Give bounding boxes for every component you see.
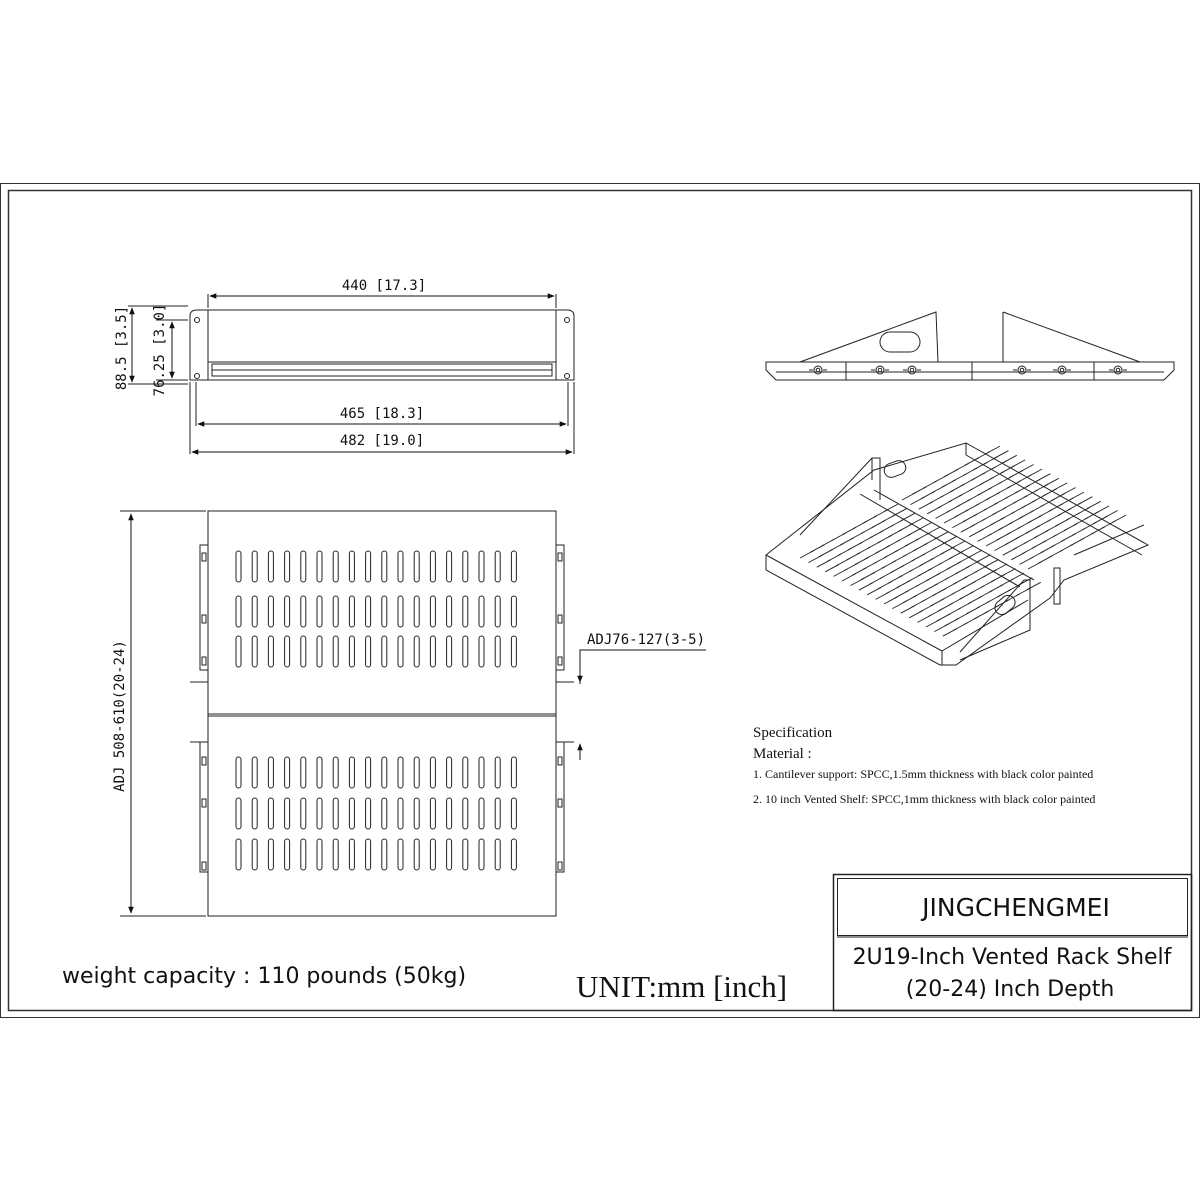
dim-total-height: 88.5 [3.5] (114, 305, 130, 391)
vent-slot (430, 551, 435, 582)
iso-vent-slot (951, 541, 965, 549)
vent-slot (430, 636, 435, 667)
vent-slot (349, 839, 354, 870)
bolt-circle (908, 366, 916, 374)
bolt (558, 862, 562, 870)
bolt-circle (878, 368, 882, 372)
vent-slot (317, 839, 322, 870)
bolt (558, 553, 562, 561)
company-name: JINGCHENGMEI (922, 893, 1110, 922)
vent-slot (511, 596, 516, 627)
vent-slot (349, 636, 354, 667)
vent-slot (252, 596, 257, 627)
vent-slot (301, 798, 306, 829)
vent-slot (479, 596, 484, 627)
vent-slot (382, 636, 387, 667)
vent-slot (398, 798, 403, 829)
dim-depth-adjustable: ADJ 508-610(20-24) (112, 640, 128, 792)
iso-vent-slot (1053, 483, 1067, 491)
bolt (202, 799, 206, 807)
vent-slot (495, 636, 500, 667)
vent-slot (317, 798, 322, 829)
iso-vent-slot (1020, 465, 1034, 473)
product-title-line1: 2U19-Inch Vented Rack Shelf (852, 945, 1172, 970)
vent-slot (366, 551, 371, 582)
vent-slot (301, 636, 306, 667)
vent-slot (414, 636, 419, 667)
vent-slot (268, 757, 273, 788)
spec-item: 1. Cantilever support: SPCC,1.5mm thickness with black color painted (753, 767, 1094, 781)
vent-slot (382, 839, 387, 870)
iso-vent-slot (1078, 497, 1092, 505)
vent-slot (511, 636, 516, 667)
vent-slot (236, 798, 241, 829)
bolt (202, 553, 206, 561)
vent-slot (236, 596, 241, 627)
iso-vent-slot (1062, 488, 1076, 496)
vent-slot (366, 636, 371, 667)
iso-vent-slot (926, 527, 940, 535)
vent-slot (366, 757, 371, 788)
vent-slot (495, 839, 500, 870)
vent-slot (430, 596, 435, 627)
iso-vent-slot (892, 509, 906, 517)
vent-slot (511, 551, 516, 582)
vent-slot (382, 757, 387, 788)
bolt (558, 657, 562, 665)
bolt-circle (816, 368, 820, 372)
vent-slot (317, 636, 322, 667)
vent-slot (349, 551, 354, 582)
front-view (128, 294, 574, 454)
iso-vent-slot (968, 550, 982, 558)
vent-slot (333, 839, 338, 870)
vent-slot (366, 596, 371, 627)
vent-slot (301, 596, 306, 627)
vent-slot (252, 636, 257, 667)
vent-slot (285, 798, 290, 829)
vent-slot (366, 798, 371, 829)
vent-slot (301, 839, 306, 870)
vent-slot (463, 839, 468, 870)
bolt (558, 615, 562, 623)
iso-vent-slot (1011, 460, 1025, 468)
bolt-circle (1018, 366, 1026, 374)
vent-slot (301, 551, 306, 582)
vent-slot (301, 757, 306, 788)
bolt (202, 657, 206, 665)
vent-slot (447, 636, 452, 667)
weight-capacity-note: weight capacity : 110 pounds (50kg) (62, 964, 467, 989)
vent-slot (495, 757, 500, 788)
iso-vent-slot (960, 546, 974, 554)
iso-vent-slot (1070, 492, 1084, 500)
vent-slot (414, 551, 419, 582)
dim-offset-adjustable: ADJ76-127(3-5) (587, 632, 706, 648)
vent-slot (382, 596, 387, 627)
vent-slot (333, 636, 338, 667)
bracket-bolts (809, 366, 1127, 374)
vent-slot (447, 551, 452, 582)
vent-slot (398, 551, 403, 582)
top-view (120, 511, 574, 916)
iso-vent-slot (884, 504, 898, 512)
vent-slot (382, 798, 387, 829)
vent-slot (349, 596, 354, 627)
vent-slot (285, 636, 290, 667)
iso-vent-slot (1112, 515, 1126, 523)
vent-slot (447, 798, 452, 829)
vent-slot (511, 798, 516, 829)
unit-note: UNIT:mm [inch] (576, 969, 788, 1004)
vent-slot (430, 839, 435, 870)
iso-vent-slot (985, 559, 999, 567)
vent-slot (317, 596, 322, 627)
iso-vent-slot (918, 523, 932, 531)
dim-inner-height: 76.25 [3.0] (152, 303, 168, 397)
vent-slot (236, 839, 241, 870)
vent-slot (398, 839, 403, 870)
vent-slot (333, 551, 338, 582)
vent-slot (236, 551, 241, 582)
vent-slot (463, 636, 468, 667)
vent-slot (511, 757, 516, 788)
bolt-circle (1114, 366, 1122, 374)
isometric-vent-slots (800, 446, 1126, 636)
spec-heading: Specification (753, 725, 833, 741)
vent-slot (414, 596, 419, 627)
vent-slot (479, 551, 484, 582)
bolt-circle (1058, 366, 1066, 374)
bolt (558, 757, 562, 765)
vent-slot (349, 798, 354, 829)
bolt (558, 799, 562, 807)
vent-slot (447, 757, 452, 788)
iso-vent-slot (976, 555, 990, 563)
vent-slot (463, 551, 468, 582)
vent-slots (236, 551, 516, 870)
bolt (202, 615, 206, 623)
vent-slot (317, 551, 322, 582)
vent-slot (414, 757, 419, 788)
bolt-circle (1116, 368, 1120, 372)
vent-slot (333, 798, 338, 829)
vent-slot (479, 757, 484, 788)
vent-slot (333, 757, 338, 788)
iso-vent-slot (934, 532, 948, 540)
vent-slot (252, 757, 257, 788)
vent-slot (366, 839, 371, 870)
dim-mount-width: 465 [18.3] (339, 406, 425, 422)
vent-slot (463, 757, 468, 788)
vent-slot (447, 596, 452, 627)
iso-vent-slot (909, 518, 923, 526)
iso-vent-slot (1036, 474, 1050, 482)
dim-inner-width: 440 [17.3] (341, 278, 427, 294)
iso-vent-slot (994, 451, 1008, 459)
vent-slot (430, 798, 435, 829)
vent-slot (268, 551, 273, 582)
iso-vent-slot (1104, 511, 1118, 519)
vent-slot (398, 596, 403, 627)
iso-vent-slot (1002, 569, 1016, 577)
bolt-circle (814, 366, 822, 374)
vent-slot (268, 798, 273, 829)
vent-slot (511, 839, 516, 870)
vent-slot (252, 551, 257, 582)
vent-slot (495, 551, 500, 582)
vent-slot (495, 596, 500, 627)
vent-slot (252, 839, 257, 870)
vent-slot (414, 798, 419, 829)
vent-slot (479, 798, 484, 829)
vent-slot (495, 798, 500, 829)
iso-vent-slot (1095, 506, 1109, 514)
product-title-line2: (20-24) Inch Depth (905, 977, 1115, 1002)
vent-slot (285, 757, 290, 788)
vent-slot (382, 551, 387, 582)
iso-vent-slot (1087, 501, 1101, 509)
vent-slot (349, 757, 354, 788)
vent-slot (317, 757, 322, 788)
vent-slot (447, 839, 452, 870)
vent-slot (285, 839, 290, 870)
iso-vent-slot (993, 564, 1007, 572)
vent-slot (285, 551, 290, 582)
vent-slot (398, 636, 403, 667)
vent-slot (463, 596, 468, 627)
iso-vent-slot (1003, 455, 1017, 463)
bolt-circle (876, 366, 884, 374)
vent-slot (252, 798, 257, 829)
iso-vent-slot (1010, 573, 1024, 581)
vent-slot (236, 636, 241, 667)
bolt (202, 862, 206, 870)
iso-vent-slot (986, 446, 1000, 454)
bolt-circle (1060, 368, 1064, 372)
spec-item: 2. 10 inch Vented Shelf: SPCC,1mm thickness with black color painted (753, 792, 1096, 806)
vent-slot (479, 839, 484, 870)
vent-slot (463, 798, 468, 829)
vent-slot (268, 839, 273, 870)
vent-slot (430, 757, 435, 788)
iso-vent-slot (1028, 469, 1042, 477)
vent-slot (479, 636, 484, 667)
bolt-circle (1020, 368, 1024, 372)
vent-slot (268, 596, 273, 627)
iso-vent-slot (901, 513, 915, 521)
dim-overall-width: 482 [19.0] (339, 433, 425, 449)
vent-slot (414, 839, 419, 870)
vent-slot (285, 596, 290, 627)
vent-slot (236, 757, 241, 788)
vent-slot (333, 596, 338, 627)
bolt-circle (910, 368, 914, 372)
iso-vent-slot (1027, 582, 1041, 590)
spec-material-label: Material : (753, 746, 812, 762)
iso-vent-slot (943, 536, 957, 544)
vent-slot (398, 757, 403, 788)
vent-slot (268, 636, 273, 667)
iso-vent-slot (1045, 478, 1059, 486)
bolt (202, 757, 206, 765)
specification-block (753, 725, 1095, 806)
